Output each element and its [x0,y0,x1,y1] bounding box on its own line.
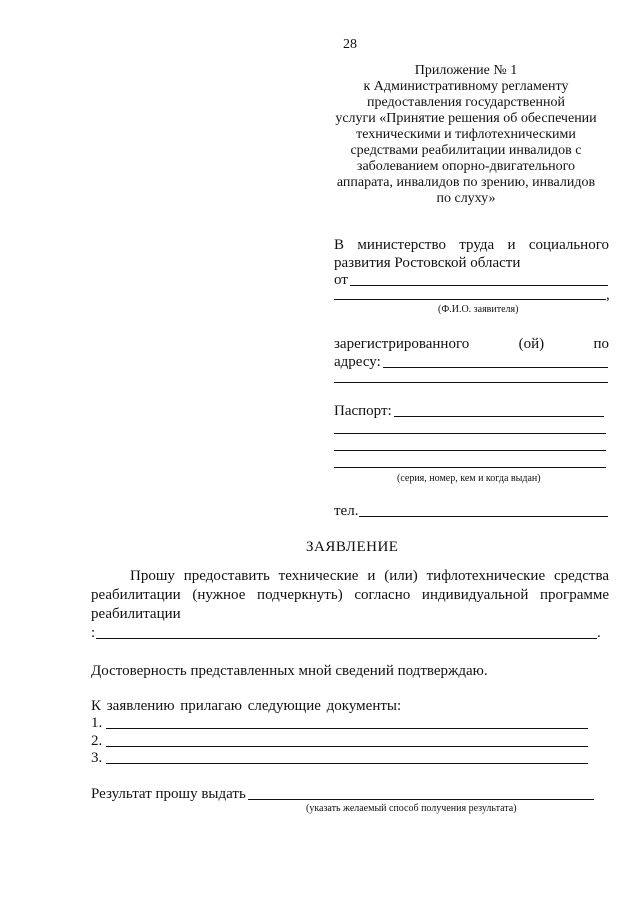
from-label: от [334,272,348,288]
doc-field-line-2[interactable] [106,746,588,747]
request-colon: : [91,625,96,641]
passport-label: Паспорт: [334,403,392,419]
attach-intro: К заявлению прилагаю следующие документы: [91,698,402,714]
addressee-line-1: В министерство труда и социального [334,237,609,253]
address-field-line[interactable] [383,367,608,368]
doc-number-1: 1. [91,715,103,731]
passport-field-line-4[interactable] [334,467,606,468]
passport-field-line-3[interactable] [334,450,606,451]
appendix-line: заболеванием опорно-двигательного [356,159,576,174]
registered-label: зарегистрированного (ой) по [334,336,609,352]
appendix-line: услуги «Принятие решения об обеспечении [335,111,597,126]
appendix-line: средствами реабилитации инвалидов с [350,143,582,158]
appendix-line: техническими и тифлотехническими [356,127,576,142]
trailing-comma: , [606,287,610,303]
addressee-line-2: развития Ростовской области [334,255,521,271]
address-label: адресу: [334,354,381,370]
appendix-line: аппарата, инвалидов по зрению, инвалидов [336,175,596,190]
doc-number-2: 2. [91,733,103,749]
appendix-line: предоставления государственной [366,95,566,110]
doc-field-line-3[interactable] [106,763,588,764]
from-field-line-2[interactable] [334,299,606,300]
request-period: . [597,625,601,641]
doc-field-line-1[interactable] [106,728,588,729]
passport-caption: (серия, номер, кем и когда выдан) [397,473,541,484]
phone-label: тел. [334,503,359,519]
doc-number-3: 3. [91,750,103,766]
statement-title: ЗАЯВЛЕНИЕ [306,539,399,555]
address-field-line-2[interactable] [334,382,608,383]
page-number: 28 [343,37,357,52]
appendix-line: по слуху» [436,191,496,206]
passport-field-line-2[interactable] [334,433,606,434]
appendix-line: Приложение № 1 [414,63,518,78]
request-line-3: реабилитации [91,606,181,622]
result-field-line[interactable] [248,799,594,800]
from-field-line[interactable] [350,285,608,286]
appendix-header [316,63,616,207]
passport-field-line[interactable] [394,416,604,417]
result-label: Результат прошу выдать [91,786,246,802]
appendix-line: к Административному регламенту [363,79,569,94]
result-caption: (указать желаемый способ получения результата) [306,803,517,814]
confirm-text: Достоверность представленных мной сведений подтверждаю. [91,663,488,679]
phone-field-line[interactable] [359,516,608,517]
request-field-line[interactable] [96,638,597,639]
request-line-2: реабилитации (нужное подчеркнуть) согласно индивидуальной программе [91,587,609,603]
fio-caption: (Ф.И.О. заявителя) [438,304,519,315]
request-line-1: Прошу предоставить технические и (или) тифлотехнические средства [130,568,609,584]
